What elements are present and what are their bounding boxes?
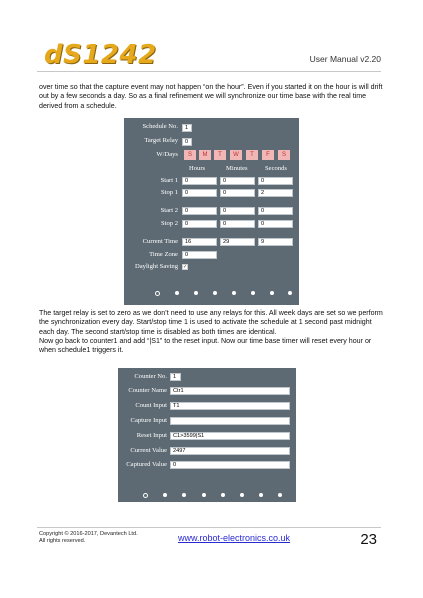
label-start2: Start 2 xyxy=(160,207,178,214)
label-counter-no: Counter No. xyxy=(134,373,167,380)
label-wdays: W/Days xyxy=(156,151,178,158)
counter-dot-1[interactable] xyxy=(143,493,148,498)
page-dot-5[interactable] xyxy=(232,291,236,295)
day-fri-toggle[interactable]: F xyxy=(262,150,274,160)
counter-dot-7[interactable] xyxy=(259,493,263,497)
middle-text-2: Now go back to counter1 and add “|S1” to the reset input. Now our time base timer will reset every hour or when schedule1 triggers it. xyxy=(39,336,372,355)
middle-text-1: The target relay is set to zero as we don’t need to use any relays for this. All week days are set so we perform the synchronization every day. Start/stop time 1 is used to activate the schedule at 1 second past midnight each day. The second start/stop time is disabled as both times are identical. xyxy=(39,309,383,336)
time-zone-field[interactable]: 0 xyxy=(182,251,217,259)
page-dot-6[interactable] xyxy=(251,291,255,295)
label-schedule-no: Schedule No. xyxy=(142,123,178,130)
counter-dot-6[interactable] xyxy=(240,493,244,497)
label-stop2: Stop 2 xyxy=(160,220,178,227)
copyright-line: Copyright © 2016-2017, Devantech Ltd. xyxy=(39,531,138,537)
start1-hours[interactable]: 0 xyxy=(182,177,217,185)
stop2-seconds[interactable]: 0 xyxy=(258,220,293,228)
stop2-minutes[interactable]: 0 xyxy=(220,220,255,228)
label-stop1: Stop 1 xyxy=(160,189,178,196)
counter-dot-2[interactable] xyxy=(163,493,167,497)
current-value-field[interactable]: 2497 xyxy=(170,447,290,455)
intro-paragraph xyxy=(39,83,383,111)
day-thu-toggle[interactable]: T xyxy=(246,150,258,160)
start1-seconds[interactable]: 0 xyxy=(258,177,293,185)
footer-rule xyxy=(37,527,381,528)
page-dot-2[interactable] xyxy=(175,291,179,295)
stop1-hours[interactable]: 0 xyxy=(182,189,217,197)
middle-paragraphs xyxy=(39,309,383,355)
copyright xyxy=(39,531,138,545)
capture-input-field[interactable] xyxy=(170,417,290,425)
day-mon-toggle[interactable]: M xyxy=(199,150,211,160)
start2-hours[interactable]: 0 xyxy=(182,207,217,215)
page-dot-1[interactable] xyxy=(155,291,160,296)
label-counter-name: Counter Name xyxy=(128,387,167,394)
label-captured-value: Captured Value xyxy=(126,461,167,468)
start1-minutes[interactable]: 0 xyxy=(220,177,255,185)
day-tue-toggle[interactable]: T xyxy=(214,150,226,160)
page-dot-7[interactable] xyxy=(270,291,274,295)
counter-dot-8[interactable] xyxy=(278,493,282,497)
label-daylight-saving: Daylight Saving xyxy=(134,263,178,270)
header-rule xyxy=(37,71,381,72)
day-sun-toggle[interactable]: S xyxy=(184,150,196,160)
label-capture-input: Capture Input xyxy=(130,417,167,424)
current-time-minutes[interactable]: 29 xyxy=(220,238,255,246)
stop1-minutes[interactable]: 0 xyxy=(220,189,255,197)
label-start1: Start 1 xyxy=(160,177,178,184)
page-dot-4[interactable] xyxy=(213,291,217,295)
manual-version: User Manual v2.20 xyxy=(309,54,381,64)
page-dot-3[interactable] xyxy=(194,291,198,295)
captured-value-field[interactable]: 0 xyxy=(170,461,290,469)
target-relay-field[interactable]: 0 xyxy=(182,138,192,146)
stop2-hours[interactable]: 0 xyxy=(182,220,217,228)
daylight-saving-checkbox[interactable]: ✓ xyxy=(183,264,188,270)
label-time-zone: Time Zone xyxy=(149,251,178,258)
header-minutes: Minutes xyxy=(226,165,248,172)
stop1-seconds[interactable]: 2 xyxy=(258,189,293,197)
counter-name-field[interactable]: Ctr1 xyxy=(170,387,290,395)
current-time-seconds[interactable]: 9 xyxy=(258,238,293,246)
label-count-input: Count Input xyxy=(135,402,167,409)
start2-seconds[interactable]: 0 xyxy=(258,207,293,215)
page-dot-8[interactable] xyxy=(288,291,292,295)
label-target-relay: Target Relay xyxy=(144,137,178,144)
day-sat-toggle[interactable]: S xyxy=(278,150,290,160)
counter-dot-5[interactable] xyxy=(221,493,225,497)
count-input-field[interactable]: T1 xyxy=(170,402,290,410)
current-time-hours[interactable]: 16 xyxy=(182,238,217,246)
header-hours: Hours xyxy=(189,165,206,172)
counter-no-field[interactable]: 1 xyxy=(170,373,181,381)
logo: dS1242 xyxy=(44,40,157,70)
counter-dot-4[interactable] xyxy=(202,493,206,497)
page-number: 23 xyxy=(360,531,377,548)
reset-input-field[interactable]: C1>3599|S1 xyxy=(170,432,290,440)
label-current-value: Current Value xyxy=(130,447,167,454)
counter-dot-3[interactable] xyxy=(182,493,186,497)
header-seconds: Seconds xyxy=(265,165,287,172)
intro-text: over time so that the capture event may not happen “on the hour”. Even if you started it on the hour is will drift out by a few seconds a day. So as a final refinement we will synchronize our time base with the real time derived from a schedule. xyxy=(39,83,383,110)
rights-line: All rights reserved. xyxy=(39,538,86,544)
website-link[interactable]: www.robot-electronics.co.uk xyxy=(178,533,291,543)
day-wed-toggle[interactable]: W xyxy=(230,150,242,160)
label-current-time: Current Time xyxy=(142,238,178,245)
label-reset-input: Reset Input xyxy=(136,432,167,439)
start2-minutes[interactable]: 0 xyxy=(220,207,255,215)
schedule-no-field[interactable]: 1 xyxy=(182,124,192,132)
